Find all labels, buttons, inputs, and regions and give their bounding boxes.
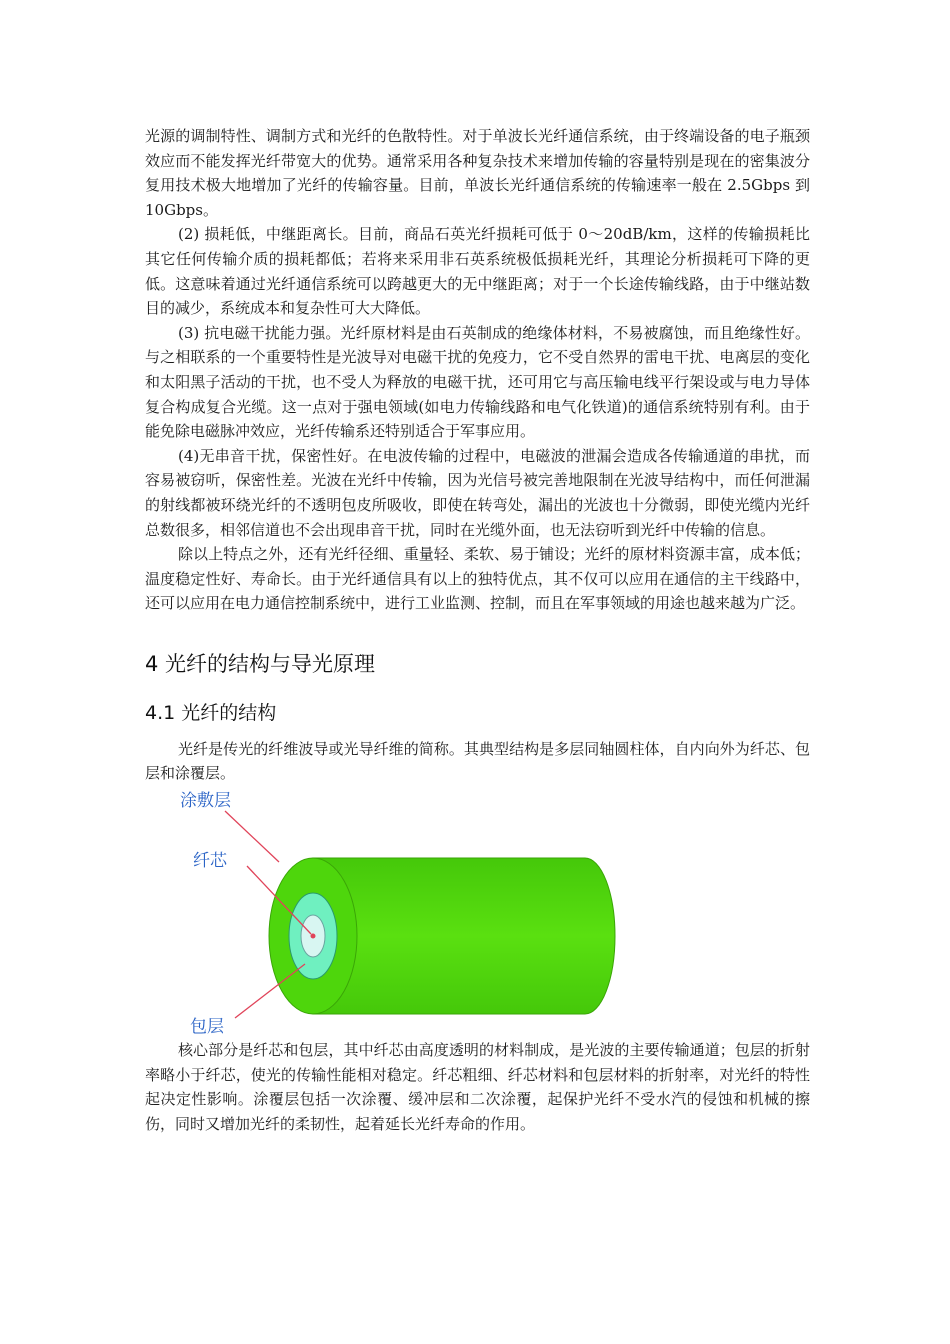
paragraph-continuation: 光源的调制特性、调制方式和光纤的色散特性。对于单波长光纤通信系统，由于终端设备的电子瓶颈效应而不能发挥光纤带宽大的优势。通常采用各种复杂技术来增加传输的容量特别是现在的密集波分复用技术极大地增加了光纤的传输容量。目前，单波长光纤通信系统的传输速率一般在 2.5Gbps 到 10Gbps。 (145, 127, 810, 219)
paragraph-no-crosstalk: (4)无串音干扰，保密性好。在电波传输的过程中，电磁波的泄漏会造成各传输通道的串扰，而容易被窃听，保密性差。光波在光纤中传输，因为光信号被完善地限制在光波导结构中，而任何泄漏的射线都被环绕光纤的不透明包皮所吸收，即使在转弯处，漏出的光波也十分微弱，即使光缆内光纤总数很多，相邻信道也不会出现串音干扰，同时在光缆外面，也无法窃听到光纤中传输的信息。 (145, 446, 810, 539)
paragraph-core-cladding: 核心部分是纤芯和包层，其中纤芯由高度透明的材料制成，是光波的主要传输通道；包层的折射率略小于纤芯，使光的传输性能相对稳定。纤芯粗细、纤芯材料和包层材料的折射率，对光纤的特性起决定性影响。涂覆层包括一次涂覆、缓冲层和二次涂覆，起保护光纤不受水汽的侵蚀和机械的擦伤，同时又增加光纤的柔韧性，起着延长光纤寿命的作用。 (145, 1041, 810, 1133)
section-heading: 4 光纤的结构与导光原理 (145, 651, 376, 676)
paragraph-low-loss: (2) 损耗低，中继距离长。目前，商品石英光纤损耗可低于 0～20dB/km，这样的传输损耗比其它任何传输介质的损耗都低；若将来采用非石英系统极低损耗光纤，其理论分析损耗可下降的更低。这意味着通过光纤通信系统可以跨越更大的无中继距离；对于一个长途传输线路，由于中继站数目的减少，系统成本和复杂性可大大降低。 (145, 225, 810, 318)
core-center-dot (311, 934, 316, 939)
document-page (145, 124, 810, 1136)
label-cladding: 包层 (190, 1017, 224, 1038)
fiber-structure-figure (175, 786, 635, 1038)
paragraph-structure-intro: 光纤是传光的纤维波导或光导纤维的简称。其典型结构是多层同轴圆柱体，自内向外为纤芯、包层和涂覆层。 (145, 739, 810, 783)
subsection-heading: 4.1 光纤的结构 (145, 701, 277, 724)
label-core: 纤芯 (193, 851, 227, 872)
paragraph-anti-interference: (3) 抗电磁干扰能力强。光纤原材料是由石英制成的绝缘体材料，不易被腐蚀，而且绝缘性好。与之相联系的一个重要特性是光波导对电磁干扰的免疫力，它不受自然界的雷电干扰、电离层的变化和太阳黑子活动的干扰，也不受人为释放的电磁干扰，还可用它与高压输电线平行架设或与电力导体复合构成复合光缆。这一点对于强电领域(如电力传输线路和电气化铁道)的通信系统特别有利。由于能免除电磁脉冲效应，光纤传输系还特别适合于军事应用。 (145, 323, 810, 441)
coating-pointer-line (225, 811, 279, 862)
fiber-cylinder-body (313, 858, 615, 1014)
label-coating: 涂敷层 (180, 791, 231, 812)
fiber-diagram (175, 786, 635, 1038)
paragraph-other-features: 除以上特点之外，还有光纤径细、重量轻、柔软、易于铺设；光纤的原材料资源丰富，成本低；温度稳定性好、寿命长。由于光纤通信具有以上的独特优点，其不仅可以应用在通信的主干线路中，还可以应用在电力通信控制系统中，进行工业监测、控制，而且在军事领域的用途也越来越为广泛。 (145, 545, 810, 613)
